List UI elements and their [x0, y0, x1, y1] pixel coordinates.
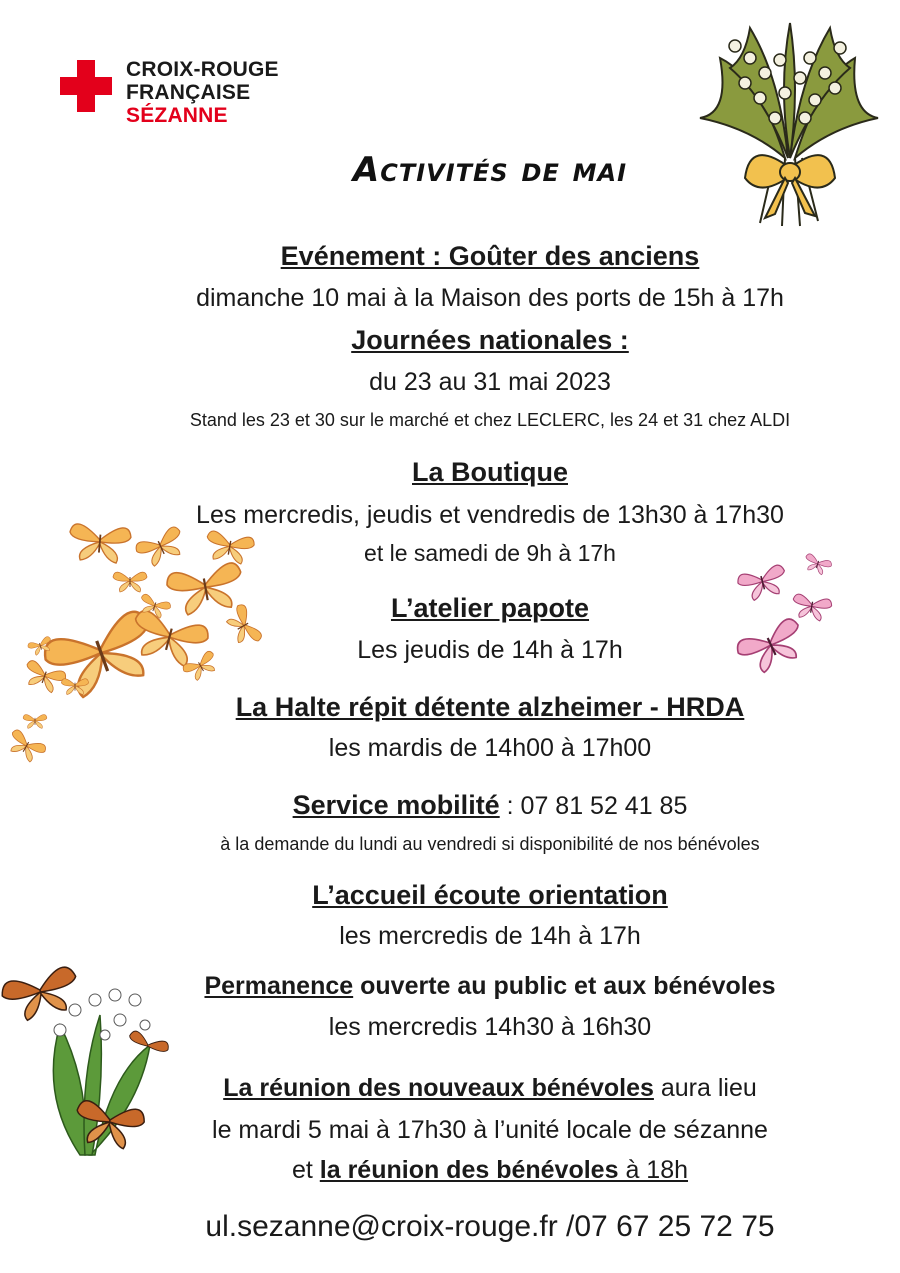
red-cross-icon	[60, 60, 112, 112]
accueil-heading: L’accueil écoute orientation	[312, 880, 668, 910]
national-days-dates: du 23 au 31 mai 2023	[369, 368, 611, 396]
reunion-volunteers-time: à 18h	[618, 1156, 689, 1184]
logo-city: SÉZANNE	[126, 104, 228, 127]
mobility-line	[90, 790, 890, 821]
halte-hours: les mardis de 14h00 à 17h00	[328, 734, 652, 762]
reunion-line	[90, 1074, 890, 1103]
permanence-description: ouverte au public et aux bénévoles	[353, 972, 776, 1000]
contact-email[interactable]: ul.sezanne@croix-rouge.fr	[205, 1210, 558, 1243]
mobility-phone: : 07 81 52 41 85	[499, 792, 688, 820]
atelier-heading: L’atelier papote	[390, 593, 590, 623]
reunion-heading: La réunion des nouveaux bénévoles	[223, 1074, 654, 1102]
accueil-hours: les mercredis de 14h à 17h	[339, 922, 641, 950]
reunion-heading-rest: aura lieu	[653, 1074, 757, 1102]
event-heading: Evénement : Goûter des anciens	[280, 241, 700, 271]
boutique-saturday-hours: et le samedi de 9h à 17h	[364, 540, 616, 566]
atelier-hours: Les jeudis de 14h à 17h	[357, 636, 623, 664]
permanence-line	[90, 972, 890, 1001]
boutique-heading: La Boutique	[412, 457, 568, 487]
national-days-heading: Journées nationales :	[351, 325, 629, 355]
logo-line-2: FRANÇAISE	[126, 81, 251, 104]
reunion-volunteers-heading: la réunion des bénévoles	[319, 1156, 619, 1184]
halte-heading: La Halte répit détente alzheimer - HRDA	[235, 692, 745, 722]
logo-text	[126, 58, 279, 127]
logo-line-1: CROIX-ROUGE	[126, 58, 279, 81]
page-title: Activités de mai	[352, 150, 628, 190]
reunion-volunteers-line	[90, 1156, 890, 1185]
national-days-stands: Stand les 23 et 30 sur le marché et chez LECLERC, les 24 et 31 chez ALDI	[189, 410, 791, 430]
contact-phone[interactable]: /07 67 25 72 75	[557, 1210, 775, 1243]
event-details: dimanche 10 mai à la Maison des ports de 15h à 17h	[196, 284, 784, 312]
permanence-heading: Permanence	[204, 972, 354, 1000]
mobility-details: à la demande du lundi au vendredi si disponibilité de nos bénévoles	[220, 834, 760, 854]
boutique-hours: Les mercredis, jeudis et vendredis de 13h30 à 17h30	[196, 501, 784, 529]
permanence-hours: les mercredis 14h30 à 16h30	[328, 1013, 652, 1041]
contact-line	[90, 1210, 890, 1244]
reunion-details: le mardi 5 mai à 17h30 à l’unité locale de sézanne	[212, 1116, 768, 1144]
reunion-volunteers-prefix: et	[291, 1156, 320, 1184]
mobility-heading: Service mobilité	[292, 790, 500, 820]
lily-of-the-valley-bouquet-icon	[690, 18, 885, 233]
